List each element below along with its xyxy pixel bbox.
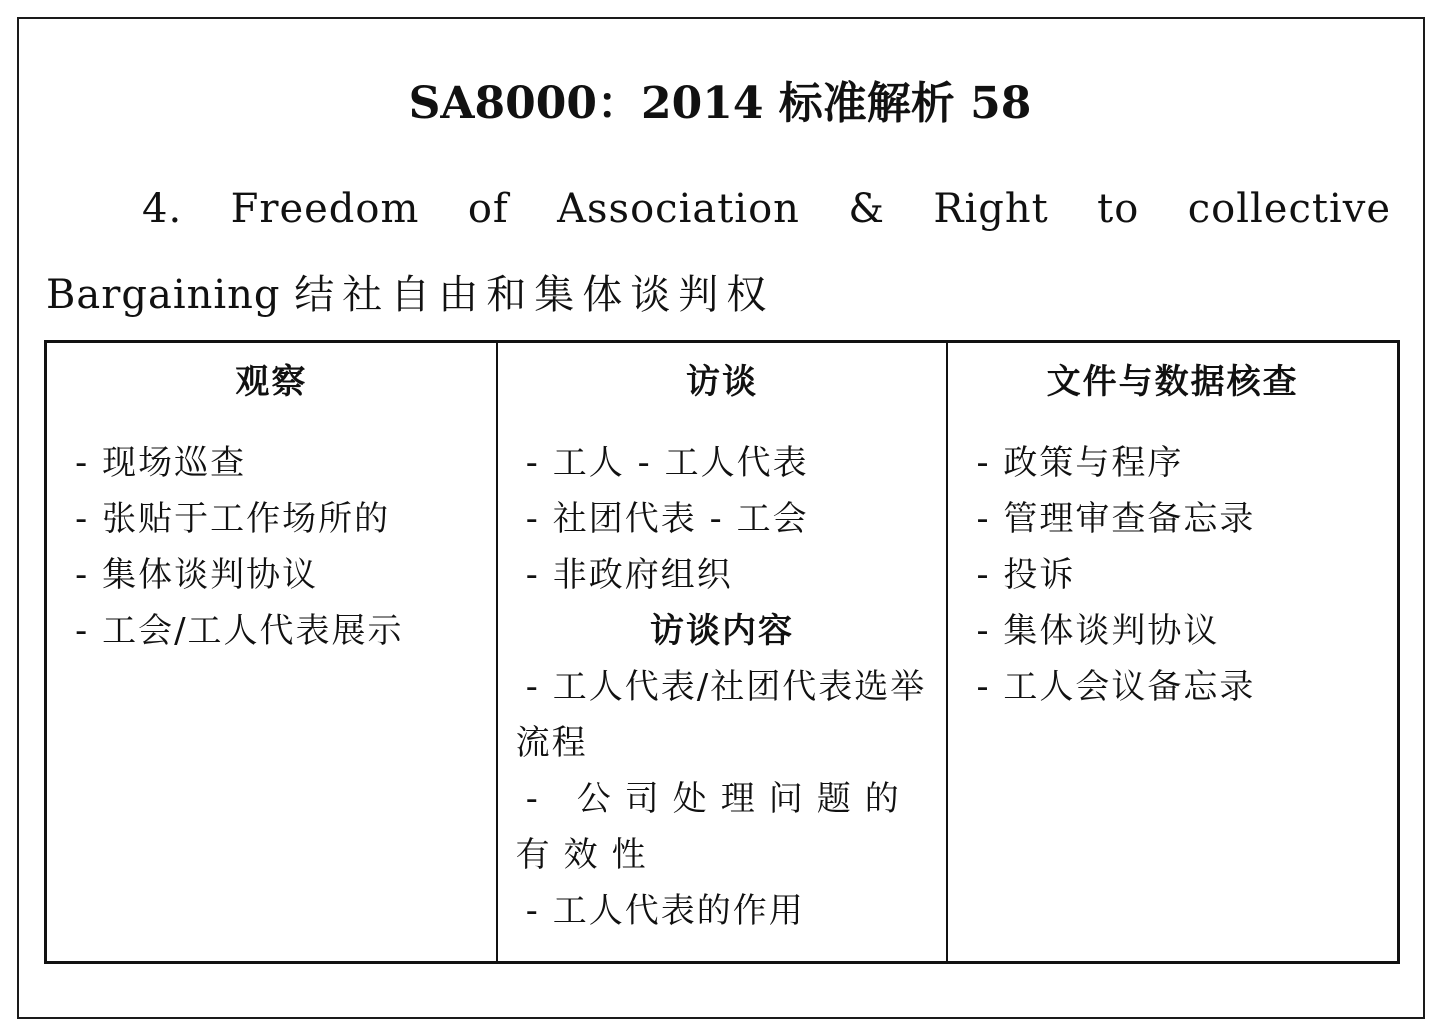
list-item: - 政策与程序 xyxy=(976,443,1184,483)
page-title: SA8000：2014 标准解析 58 xyxy=(408,78,1032,129)
interview-list xyxy=(516,435,929,603)
list-item: - 集体谈判协议 xyxy=(75,555,319,595)
list-item: - 工会/工人代表展示 xyxy=(75,611,404,651)
list-item: - 社团代表 - 工会 xyxy=(525,499,809,539)
list-item: - 公司处理问题的有效性 xyxy=(515,779,913,875)
list-item: - 工人会议备忘录 xyxy=(976,667,1256,707)
interview-content-subheader: 访谈内容 xyxy=(650,611,794,651)
column-document-review xyxy=(946,343,1397,961)
column-header: 观察 xyxy=(235,362,308,402)
list-item: - 工人 - 工人代表 xyxy=(525,443,809,483)
list-item: - 现场巡查 xyxy=(75,443,247,483)
list-item: - 工人代表/社团代表选举流程 xyxy=(515,667,927,763)
audit-methods-table xyxy=(44,340,1400,964)
list-item: - 非政府组织 xyxy=(525,555,733,595)
section-heading-chinese: 结社自由和集体谈判权 xyxy=(294,272,775,318)
list-item: - 张贴于工作场所的 xyxy=(75,499,391,539)
list-item: - 工人代表的作用 xyxy=(525,891,805,931)
column-observation xyxy=(47,343,496,961)
interview-content-list xyxy=(516,659,929,939)
section-heading-english: 4. Freedom of Association & Right to collective Bargaining xyxy=(46,186,1391,318)
list-item: - 投诉 xyxy=(976,555,1076,595)
section-heading xyxy=(46,166,1391,338)
column-header: 文件与数据核查 xyxy=(1046,362,1299,402)
document-review-list xyxy=(966,435,1379,715)
column-header: 访谈 xyxy=(686,362,758,402)
observation-list xyxy=(65,435,478,659)
column-interview xyxy=(496,343,947,961)
list-item: - 集体谈判协议 xyxy=(976,611,1220,651)
list-item: - 管理审查备忘录 xyxy=(976,499,1256,539)
